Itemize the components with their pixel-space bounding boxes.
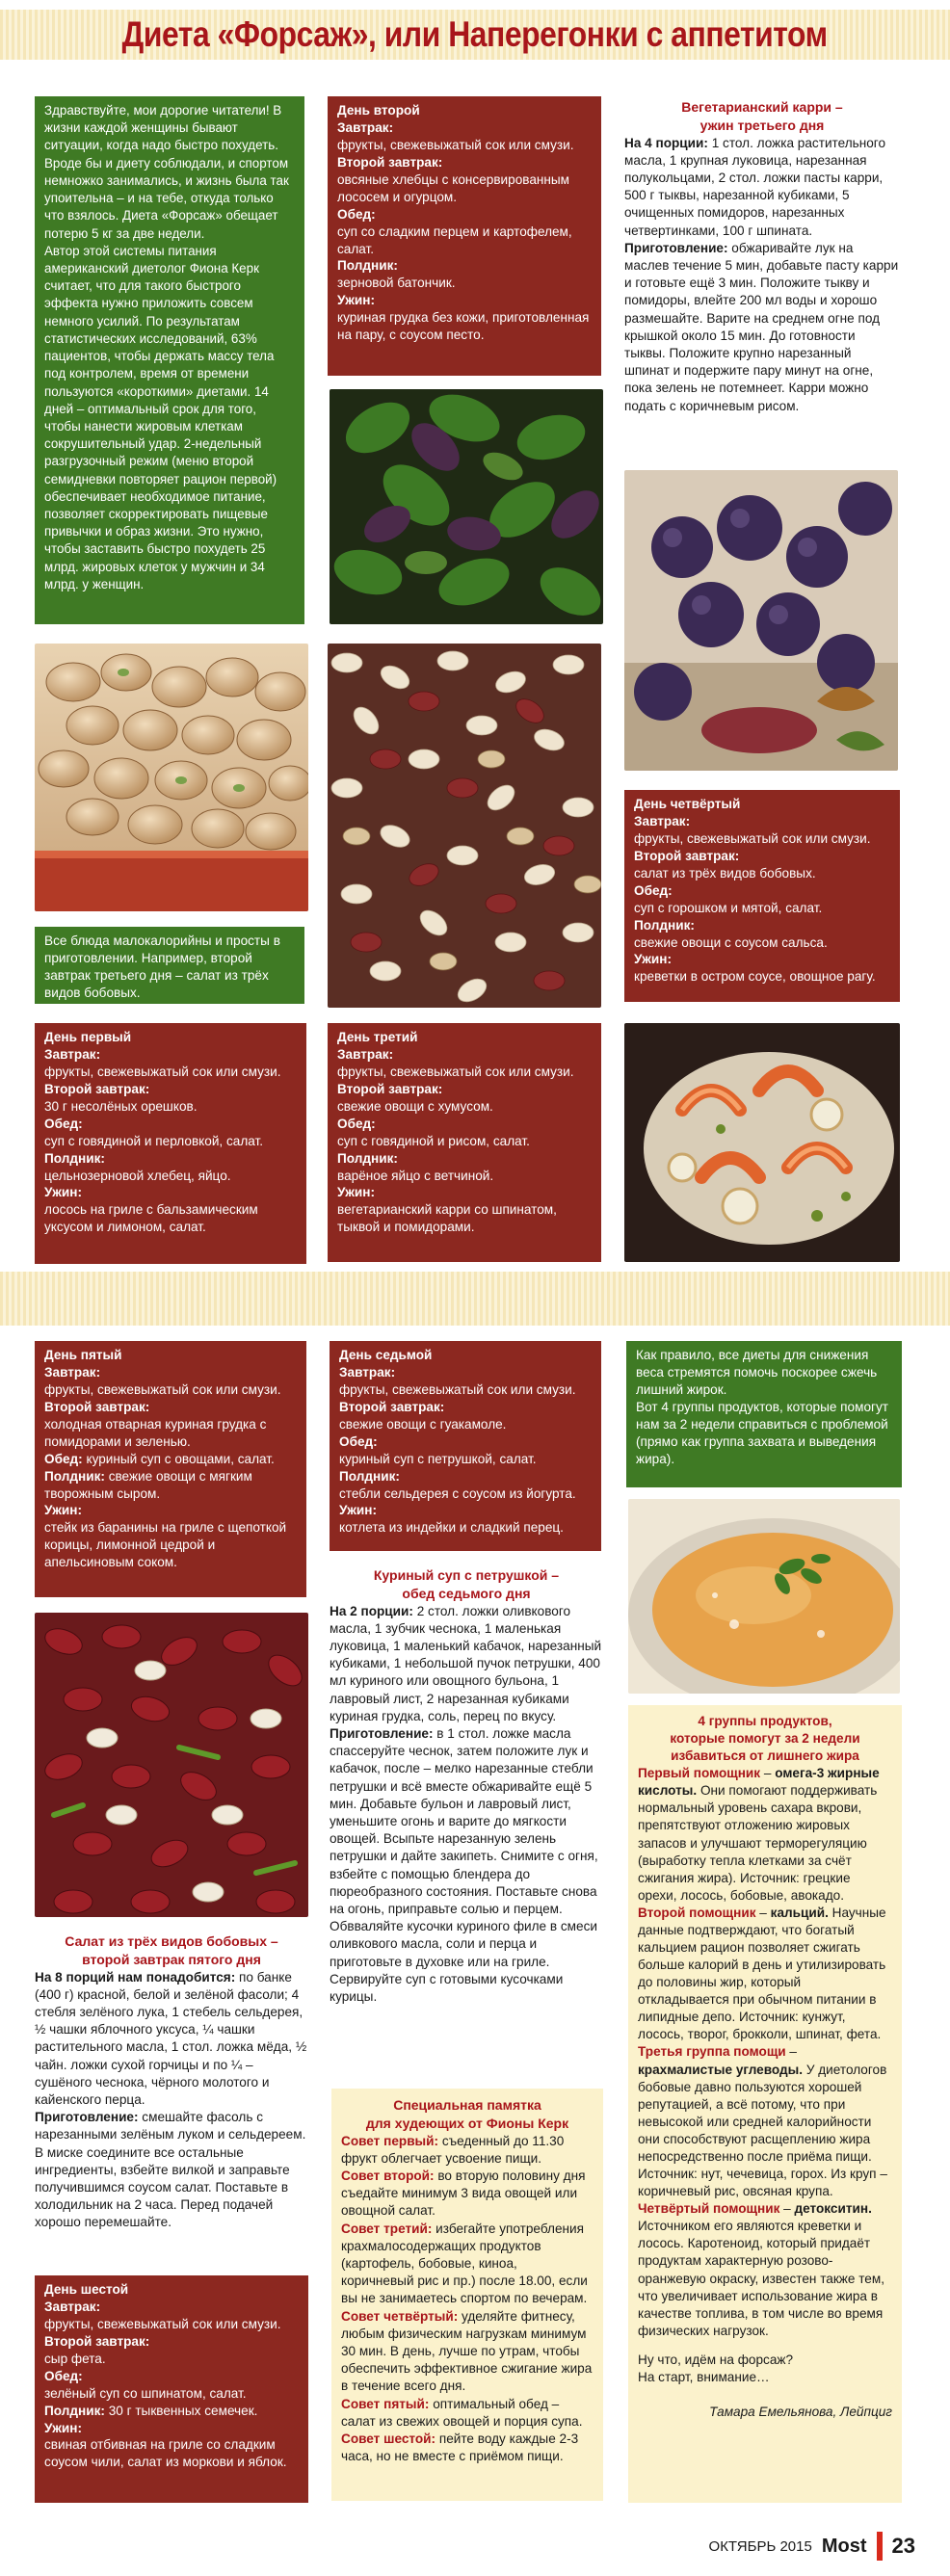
day3-second-breakfast: свежие овощи с хумусом. [337, 1098, 493, 1114]
day5-dinner: стейк из баранины на гриле с щепоткой корицы, лимонной цедрой и апельсиновым соком. [44, 1520, 287, 1570]
memo-title-1: Специальная памятка [393, 2097, 541, 2113]
day4-second-breakfast: салат из трёх видов бобовых. [634, 865, 816, 881]
group-highlight: детокситин. [794, 2201, 872, 2217]
groups-title-3: избавиться от лишнего жира [671, 1748, 859, 1764]
salad-prep: смешайте фасоль с нарезанными зелёным луком и сельдереем. В миске соедините все остальные ингредиенты, взбейте вилкой и заправьте получившимся соусом салат. Поставьте в холодильник на 2 часа. Перед подачей хорошо перемешайте. [35, 2110, 306, 2230]
day5-card [35, 1341, 306, 1597]
day2-dinner-label: Ужин: [337, 293, 376, 308]
day5-breakfast-label: Завтрак: [44, 1364, 101, 1380]
memo-tip-text: во вторую половину дня съедайте минимум 3 вида овощей или овощной салат. [341, 2168, 586, 2219]
day6-card [35, 2275, 308, 2503]
memo-tip-text: уделяйте фитнесу, любым физическим нагрузкам минимум 30 мин. В день, лучше по утрам, чтобы обеспечить эффективное сжигание жира в течение всего дня. [341, 2308, 593, 2394]
groups-outro-2: На старт, внимание… [638, 2369, 770, 2384]
day5-second-breakfast-label: Второй завтрак: [44, 1399, 150, 1414]
soup-ingredients: 2 стол. ложки оливкового масла, 1 зубчик чеснока, 1 маленькая луковица, 1 маленький кабачок, нарезанный кубиками, 1 небольшой пучок петрушки, 400 мл куриного или овощного бульона, 1 лавровый лист, 2 нарезанная кубиками куриная грудка, соль, перец по вкусу. [330, 1603, 602, 1723]
day5-dinner-label: Ужин: [44, 1503, 83, 1518]
day7-breakfast-label: Завтрак: [339, 1364, 396, 1380]
memo-tip-text: оптимальный обед – салат из свежих овощей и порция супа. [341, 2396, 583, 2429]
group-label: Третья группа помощи [638, 2044, 786, 2060]
day1-title: День первый [44, 1030, 132, 1044]
memo-tip-label: Совет пятый: [341, 2396, 430, 2411]
day6-snack-label: Полдник: [44, 2403, 105, 2418]
day7-snack-label: Полдник: [339, 1468, 400, 1484]
intro-box [35, 96, 304, 624]
curry-recipe [624, 98, 900, 455]
memo-box [331, 2089, 603, 2501]
day3-lunch-label: Обед: [337, 1116, 376, 1131]
memo-tip [341, 2431, 594, 2465]
day6-snack: 30 г тыквенных семечек. [108, 2403, 258, 2418]
memo-tip-label: Совет второй: [341, 2168, 435, 2183]
intro-paragraph-1: Здравствуйте, мои дорогие читатели! В жизни каждой женщины бывают ситуации, когда надо быстро похудеть. Вроде бы и диету соблюдали, и спортом немножко занимались, и жизнь была так упоительна – и на тебе, откуда только что взялось. Диета «Форсаж» обещает потерю 5 кг за две недели. [44, 103, 289, 241]
day7-second-breakfast-label: Второй завтрак: [339, 1399, 445, 1414]
plums-photo [624, 470, 898, 771]
salad-portions: На 8 порций нам понадобится: [35, 1969, 236, 1985]
day3-lunch: суп с говядиной и рисом, салат. [337, 1133, 530, 1148]
memo-tip [341, 2221, 594, 2308]
page-title: Диета «Форсаж», или Наперегонки с аппетитом [121, 14, 829, 54]
beans-photo [328, 644, 601, 1008]
day2-lunch-label: Обед: [337, 206, 376, 222]
day3-snack-label: Полдник: [337, 1150, 398, 1166]
groups-outro-1: Ну что, идём на форсаж? [638, 2352, 794, 2367]
bean-salad-photo [35, 1613, 308, 1917]
note-box [35, 927, 304, 1004]
group-label: Второй помощник [638, 1905, 756, 1920]
note-text: Все блюда малокалорийны и просты в приготовлении. Например, второй завтрак третьего дня – салат из трёх видов бобовых. [44, 933, 280, 1000]
day6-dinner: свиная отбивная на гриле со сладким соусом чили, салат из моркови и яблок. [44, 2437, 287, 2470]
day3-card [328, 1023, 601, 1262]
salad-title-2: второй завтрак пятого дня [82, 1951, 261, 1967]
day3-snack: варёное яйцо с ветчиной. [337, 1168, 494, 1183]
day1-lunch-label: Обед: [44, 1116, 83, 1131]
day1-lunch: суп с говядиной и перловкой, салат. [44, 1133, 264, 1148]
day4-second-breakfast-label: Второй завтрак: [634, 848, 740, 863]
day6-second-breakfast: сыр фета. [44, 2351, 106, 2366]
curry-ingredients: 1 стол. ложка растительного масла, 1 крупная луковица, нарезанная полукольцами, 2 стол. ложки пасты карри, 500 г тыквы, нарезанной кубиками, 5 очищенных помидоров, нарезанных четвертинками, 100 г шпината. [624, 135, 886, 238]
day7-title: День седьмой [339, 1348, 433, 1362]
page-footer [694, 2530, 915, 2563]
day6-title: День шестой [44, 2282, 129, 2297]
groups-title-2: которые помогут за 2 недели [670, 1731, 860, 1747]
day4-snack-label: Полдник: [634, 917, 695, 933]
group-label: Первый помощник [638, 1766, 761, 1781]
salad-recipe [35, 1932, 308, 2260]
day7-breakfast: фрукты, свежевыжатый сок или смузи. [339, 1381, 576, 1397]
soup-prep-label: Приготовление: [330, 1725, 434, 1741]
day4-breakfast-label: Завтрак: [634, 813, 691, 828]
day2-breakfast: фрукты, свежевыжатый сок или смузи. [337, 137, 574, 152]
day4-lunch-label: Обед: [634, 882, 673, 898]
day5-snack: свежие овощи с мягким творожным сыром. [44, 1468, 252, 1501]
day2-lunch: суп со сладким перцем и картофелем, салат. [337, 223, 572, 256]
pistachios-photo [35, 644, 308, 911]
day4-lunch: суп с горошком и мятой, салат. [634, 900, 823, 915]
memo-tips-list [341, 2133, 594, 2466]
day7-dinner-label: Ужин: [339, 1503, 378, 1518]
groups-intro-2: Вот 4 группы продуктов, которые помогут нам за 2 недели справиться с проблемой (прямо как группа захвата и выведения жира). [636, 1399, 888, 1466]
page-number: 23 [891, 2534, 915, 2558]
curry-title-2: ужин третьего дня [699, 117, 825, 133]
day2-second-breakfast-label: Второй завтрак: [337, 154, 443, 170]
soup-recipe [330, 1566, 603, 2087]
group-item: Второй помощник – кальций. Научные данные подтверждают, что богатый кальцием рацион позволяет сжигать больше калорий в день и утилизировать до половины жир, который откладывается при обычном питании в липидные депо. Источник: кунжут, лосось, творог, брокколи, шпинат, фета. [638, 1905, 886, 2042]
day5-breakfast: фрукты, свежевыжатый сок или смузи. [44, 1381, 281, 1397]
day2-title: День второй [337, 103, 420, 118]
intro-paragraph-2: Автор этой системы питания американский диетолог Фиона Керк считает, что для такого быстрого эффекта нужно приложить совсем немного усилий. По результатам статистических исследований, 63% пациентов, чтобы держать массу тела под контролем, время от времени пользуются «короткими» диетами. 14 дней – оптимальный срок для того, чтобы нанести жировым клеткам сокрушительный удар. 2-недельный разгрузочный режим (меню второй семидневки повторяет рацион первой) обеспечивает необходимое питание, позволяет скорректировать пищевые привычки и образ жизни. Это нужно, чтобы заставить быстро похудеть 25 млрд. жировых клеток у мужчин и 34 млрд. у женщин. [44, 243, 277, 591]
day2-breakfast-label: Завтрак: [337, 119, 394, 135]
curry-title-1: Вегетарианский карри – [681, 99, 843, 115]
group-label: Четвёртый помощник [638, 2201, 780, 2217]
day1-dinner: лосось на гриле с бальзамическим уксусом и лимоном, салат. [44, 1202, 258, 1235]
group-text: Они помогают поддерживать нормальный уровень сахара вкрови, препятствуют отложению жировых запасов и улучшают терморегуляцию (выработку тепла клетками за счёт сжигания жира). Источник: грецкие орехи, лосось, бобовые, авокадо. [638, 1783, 878, 1903]
separator-band [0, 1272, 950, 1326]
group-text: Научные данные подтверждают, что богатый кальцием рацион позволяет сжигать больше калорий в день и утилизировать до половины жир, который откладывается при обычном питании в липидные депо. Источник: кунжут, лосось, творог, брокколи, шпинат, фета. [638, 1905, 886, 2042]
memo-tip-label: Совет первый: [341, 2133, 439, 2148]
shrimp-photo [624, 1023, 900, 1262]
day5-title: День пятый [44, 1348, 122, 1362]
day3-breakfast: фрукты, свежевыжатый сок или смузи. [337, 1064, 574, 1079]
day4-snack: свежие овощи с соусом сальса. [634, 934, 828, 950]
day2-card [328, 96, 601, 376]
groups-title-1: 4 группы продуктов, [698, 1714, 832, 1728]
curry-prep: обжаривайте лук на маслев течение 5 мин, добавьте пасту карри и готовьте ещё 3 мин. Положите тыкву и помидоры, влейте 200 мл воды и хорошо размешайте. Варите на среднем огне под крышкой около 15 мин. До готовности тыквы. Положите крупно нарезанный шпинат и подержите пару минут на огне, пока зелень не потемнеет. Карри можно подать с коричневым рисом. [624, 240, 899, 413]
groups-intro-box [626, 1341, 902, 1487]
day4-title: День четвёртый [634, 797, 741, 811]
memo-tip [341, 2396, 594, 2431]
day7-lunch: куриный суп с петрушкой, салат. [339, 1451, 537, 1466]
soup-prep: в 1 стол. ложке масла спассеруйте чеснок, затем положите лук и кабачок, после – мелко нарезанные стебли петрушки и всё вместе обжаривайте ещё 5 мин. Добавьте бульон и лавровый лист, уменьшите огонь и варите до мягкости овощей. Всыпьте нарезанную зелень петрушки и дайте закипеть. Снимите с огня, взбейте с помощью блендера до пюреобразного состояния. Поставьте снова на огонь, приправьте солью и перцем. Обвваляйте кусочки куриного филе в смеси оливкового масла, соли и перца и приготовьте в духовке или на гриле. Сервируйте суп с готовыми кусочками курицы. [330, 1725, 598, 2004]
group-text: Источником его являются креветки и лосось. Каротеноид, который придаёт продуктам характерную розово-оранжевую окраску, известен также тем, что увеличивает использование жира в качестве топлива, в том числе во время физических нагрузок. [638, 2219, 884, 2338]
day4-dinner-label: Ужин: [634, 952, 673, 967]
group-highlight: кальций. [770, 1905, 829, 1920]
group-highlight: омега-3 жирные кислоты. [638, 1766, 880, 1799]
group-item: Третья группа помощи – крахмалистые углеводы. У диетологов бобовые давно пользуются хорошей репутацией, а всё потому, что при невысокой или средней калорийности они способствуют расщеплению жира непосредственно после приёма пищи. Источник: нут, чечевица, горох. Из круп – коричневый рис, овсяная крупа. [638, 2044, 887, 2199]
memo-tip-label: Совет шестой: [341, 2431, 436, 2446]
day1-second-breakfast: 30 г несолёных орешков. [44, 1098, 198, 1114]
memo-tip [341, 2133, 594, 2168]
groups-intro-1: Как правило, все диеты для снижения веса стремятся помочь поскорее сжечь лишний жирок. [636, 1348, 878, 1397]
day1-breakfast: фрукты, свежевыжатый сок или смузи. [44, 1064, 281, 1079]
memo-tip-label: Совет четвёртый: [341, 2308, 459, 2324]
title-banner [0, 10, 950, 60]
day6-dinner-label: Ужин: [44, 2420, 83, 2435]
day7-lunch-label: Обед: [339, 1433, 378, 1449]
day3-title: День третий [337, 1030, 418, 1044]
day7-card [330, 1341, 601, 1551]
day6-lunch-label: Обед: [44, 2368, 83, 2383]
day2-second-breakfast: овсяные хлебцы с консервированным лососем и огурцом. [337, 171, 570, 204]
day6-breakfast: фрукты, свежевыжатый сок или смузи. [44, 2316, 281, 2331]
day6-lunch: зелёный суп со шпинатом, салат. [44, 2385, 247, 2401]
memo-tip-text: пейте воду каждые 2-3 часа, но не вместе с приёмом пищи. [341, 2431, 579, 2464]
memo-tip-text: избегайте употребления крахмалосодержащих продуктов (картофель, бобовые, киноа, коричневый рис и пр.) после 18.00, если вы не занимаетесь спортом по вечерам. [341, 2221, 588, 2306]
day7-second-breakfast: свежие овощи с гуакамоле. [339, 1416, 507, 1432]
day3-breakfast-label: Завтрак: [337, 1046, 394, 1062]
group-item: Первый помощник – омега-3 жирные кислоты. Они помогают поддерживать нормальный уровень сахара вкрови, препятствуют отложению жировых запасов и улучшают терморегуляцию (выработку тепла клетками за счёт сжигания жира). Источник: грецкие орехи, лосось, бобовые, авокадо. [638, 1766, 880, 1903]
memo-tip-label: Совет третий: [341, 2221, 433, 2236]
curry-prep-label: Приготовление: [624, 240, 728, 255]
day1-snack: цельнозерновой хлебец, яйцо. [44, 1168, 231, 1183]
day5-lunch: куриный суп с овощами, салат. [86, 1451, 275, 1466]
memo-tip-text: съеденный до 11.30 фрукт облегчает усвоение пищи. [341, 2133, 565, 2166]
groups-box [628, 1705, 902, 2503]
day4-card [624, 790, 900, 1002]
day2-snack: зерновой батончик. [337, 276, 456, 291]
footer-brand: Most [821, 2535, 867, 2557]
group-highlight: крахмалистые углеводы. [638, 2062, 804, 2077]
day2-snack-label: Полдник: [337, 258, 398, 274]
group-item: Четвёртый помощник – детокситин. Источником его являются креветки и лосось. Каротеноид, который придаёт продуктам характерную розово-оранжевую окраску, известен также тем, что увеличивает использование жира в качестве топлива, в том числе во время физических нагрузок. [638, 2201, 884, 2338]
day1-breakfast-label: Завтрак: [44, 1046, 101, 1062]
soup-title-1: Куриный суп с петрушкой – [373, 1567, 560, 1583]
salad-prep-label: Приготовление: [35, 2110, 139, 2125]
day7-snack: стебли сельдерея с соусом из йогурта. [339, 1485, 576, 1501]
day1-second-breakfast-label: Второй завтрак: [44, 1081, 150, 1096]
groups-items-list [638, 1765, 892, 2340]
day1-dinner-label: Ужин: [44, 1185, 83, 1200]
day4-dinner: креветки в остром соусе, овощное рагу. [634, 969, 876, 985]
day5-second-breakfast: холодная отварная куриная грудка с помидорами и зеленью. [44, 1416, 267, 1449]
curry-portions: На 4 порции: [624, 135, 708, 150]
footer-divider [877, 2532, 883, 2561]
salad-title-1: Салат из трёх видов бобовых – [65, 1933, 278, 1949]
memo-tip [341, 2168, 594, 2221]
day4-breakfast: фрукты, свежевыжатый сок или смузи. [634, 830, 871, 846]
soup-title-2: обед седьмого дня [402, 1585, 531, 1601]
day6-breakfast-label: Завтрак: [44, 2299, 101, 2314]
memo-title-2: для худеющих от Фионы Керк [365, 2115, 569, 2131]
day2-dinner: куриная грудка без кожи, приготовленная на пару, с соусом песто. [337, 310, 590, 343]
soup-portions: На 2 порции: [330, 1603, 413, 1618]
day3-second-breakfast-label: Второй завтрак: [337, 1081, 443, 1096]
memo-tip [341, 2308, 594, 2396]
day1-card [35, 1023, 306, 1264]
footer-month: ОКТЯБРЬ 2015 [708, 2537, 812, 2555]
group-text: У диетологов бобовые давно пользуются хорошей репутацией, а всё потому, что при невысокой или средней калорийности они способствуют расщеплению жира непосредственно после приёма пищи. Источник: нут, чечевица, горох. Из круп – коричневый рис, овсяная крупа. [638, 2062, 887, 2199]
day7-dinner: котлета из индейки и сладкий перец. [339, 1520, 564, 1536]
day5-snack-label: Полдник: [44, 1468, 105, 1484]
basil-photo [330, 389, 603, 624]
day1-snack-label: Полдник: [44, 1150, 105, 1166]
day6-second-breakfast-label: Второй завтрак: [44, 2333, 150, 2349]
day3-dinner-label: Ужин: [337, 1185, 376, 1200]
soup-photo [628, 1499, 900, 1694]
day3-dinner: вегетарианский карри со шпинатом, тыквой и помидорами. [337, 1202, 557, 1235]
salad-ingredients: по банке (400 г) красной, белой и зелёной фасоли; 4 стебля зелёного лука, 1 стебель сельдерея, ½ чашки яблочного уксуса, ¼ чашки растительного масла, 1 стол. ложка мёда, ½ чайн. ложки сухой горчицы и по ¼ – сушёного чеснока, чёрного молотого и кайенского перца. [35, 1969, 307, 2107]
day5-lunch-label: Обед: [44, 1451, 83, 1466]
author: Тамара Емельянова, Лейпциг [709, 2404, 892, 2419]
